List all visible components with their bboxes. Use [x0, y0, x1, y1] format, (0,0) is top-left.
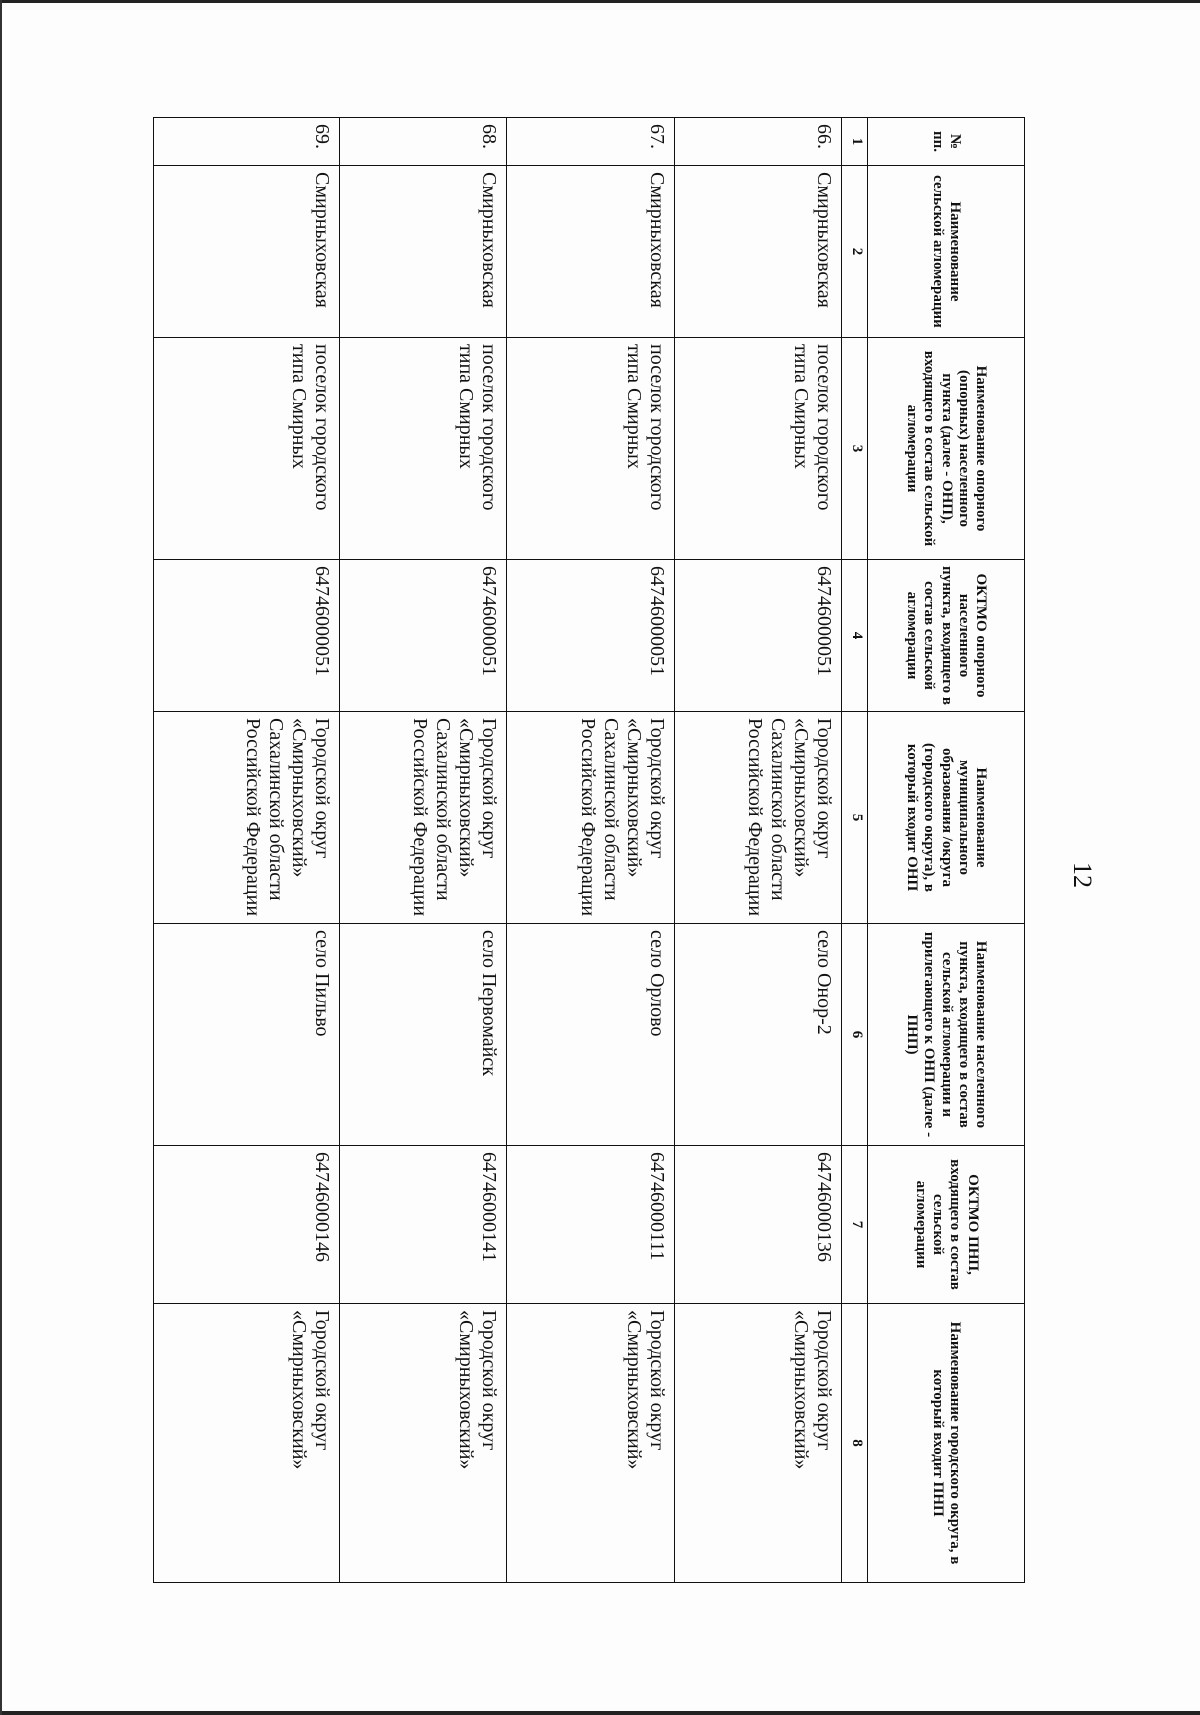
column-number: 1: [842, 118, 868, 166]
table-row: [507, 118, 674, 1583]
column-number: 7: [842, 1146, 868, 1304]
agglomeration-name: Смирныховская: [674, 166, 841, 338]
pnp-oktmo: 64746000141: [340, 1146, 507, 1304]
header-cell-pnp-oktmo: ОКТМО ПНП, входящего в состав сельской агломерации: [868, 1146, 1025, 1304]
municipality-name: Городской округ «Смирныховский» Сахалинской области Российской Федерации: [340, 712, 507, 924]
pnp-name: село Орлово: [507, 924, 674, 1146]
row-number: 69.: [154, 118, 340, 166]
onp-oktmo: 64746000051: [674, 560, 841, 712]
header-cell-onp: Наименование опорного (опорных) населенного пункта (далее - ОНП), входящего в состав сельской агломерации: [868, 338, 1025, 560]
column-number-row: [842, 118, 868, 1583]
scan-edge-bottom: [0, 1711, 1200, 1715]
table-row: [154, 118, 340, 1583]
pnp-name: село Онор-2: [674, 924, 841, 1146]
column-number: 6: [842, 924, 868, 1146]
agglomeration-name: Смирныховская: [340, 166, 507, 338]
scan-edge-top: [0, 0, 1200, 3]
onp-name: поселок городского типа Смирных: [507, 338, 674, 560]
table-row: [674, 118, 841, 1583]
header-cell-number: № пп.: [868, 118, 1025, 166]
pnp-district: Городской округ «Смирныховский»: [154, 1304, 340, 1583]
onp-name: поселок городского типа Смирных: [154, 338, 340, 560]
municipality-name: Городской округ «Смирныховский» Сахалинской области Российской Федерации: [674, 712, 841, 924]
agglomeration-name: Смирныховская: [154, 166, 340, 338]
row-number: 66.: [674, 118, 841, 166]
column-number: 4: [842, 560, 868, 712]
onp-oktmo: 64746000051: [340, 560, 507, 712]
pnp-name: село Пильво: [154, 924, 340, 1146]
column-number: 3: [842, 338, 868, 560]
agglomeration-name: Смирныховская: [507, 166, 674, 338]
agglomeration-table-wrapper: [153, 117, 1025, 1582]
onp-name: поселок городского типа Смирных: [340, 338, 507, 560]
municipality-name: Городской округ «Смирныховский» Сахалинской области Российской Федерации: [507, 712, 674, 924]
pnp-district: Городской округ «Смирныховский»: [674, 1304, 841, 1583]
table-row: [340, 118, 507, 1583]
pnp-district: Городской округ «Смирныховский»: [507, 1304, 674, 1583]
column-number: 2: [842, 166, 868, 338]
column-number: 8: [842, 1304, 868, 1583]
onp-oktmo: 64746000051: [154, 560, 340, 712]
column-number: 5: [842, 712, 868, 924]
row-number: 68.: [340, 118, 507, 166]
municipality-name: Городской округ «Смирныховский» Сахалинской области Российской Федерации: [154, 712, 340, 924]
row-number: 67.: [507, 118, 674, 166]
pnp-oktmo: 64746000146: [154, 1146, 340, 1304]
table-header-row: [868, 118, 1025, 1583]
agglomeration-table: [153, 117, 1025, 1583]
scan-edge-left: [0, 0, 2, 1715]
pnp-oktmo: 64746000136: [674, 1146, 841, 1304]
header-cell-pnp: Наименование населенного пункта, входящего в состав сельской агломерации и прилегающего к ОНП (далее - ПНП): [868, 924, 1025, 1146]
pnp-oktmo: 64746000111: [507, 1146, 674, 1304]
page-number: 12: [1068, 862, 1097, 888]
header-cell-municipality: Наименование муниципального образования /округа (городского округа), в который входит ОНП: [868, 712, 1025, 924]
pnp-district: Городской округ «Смирныховский»: [340, 1304, 507, 1583]
header-cell-pnp-district: Наименование городского округа, в который входит ПНП: [868, 1304, 1025, 1583]
header-cell-onp-oktmo: ОКТМО опорного населенного пункта, входящего в состав сельской агломерации: [868, 560, 1025, 712]
header-cell-agglomeration: Наименование сельской агломерации: [868, 166, 1025, 338]
onp-oktmo: 64746000051: [507, 560, 674, 712]
pnp-name: село Первомайск: [340, 924, 507, 1146]
onp-name: поселок городского типа Смирных: [674, 338, 841, 560]
